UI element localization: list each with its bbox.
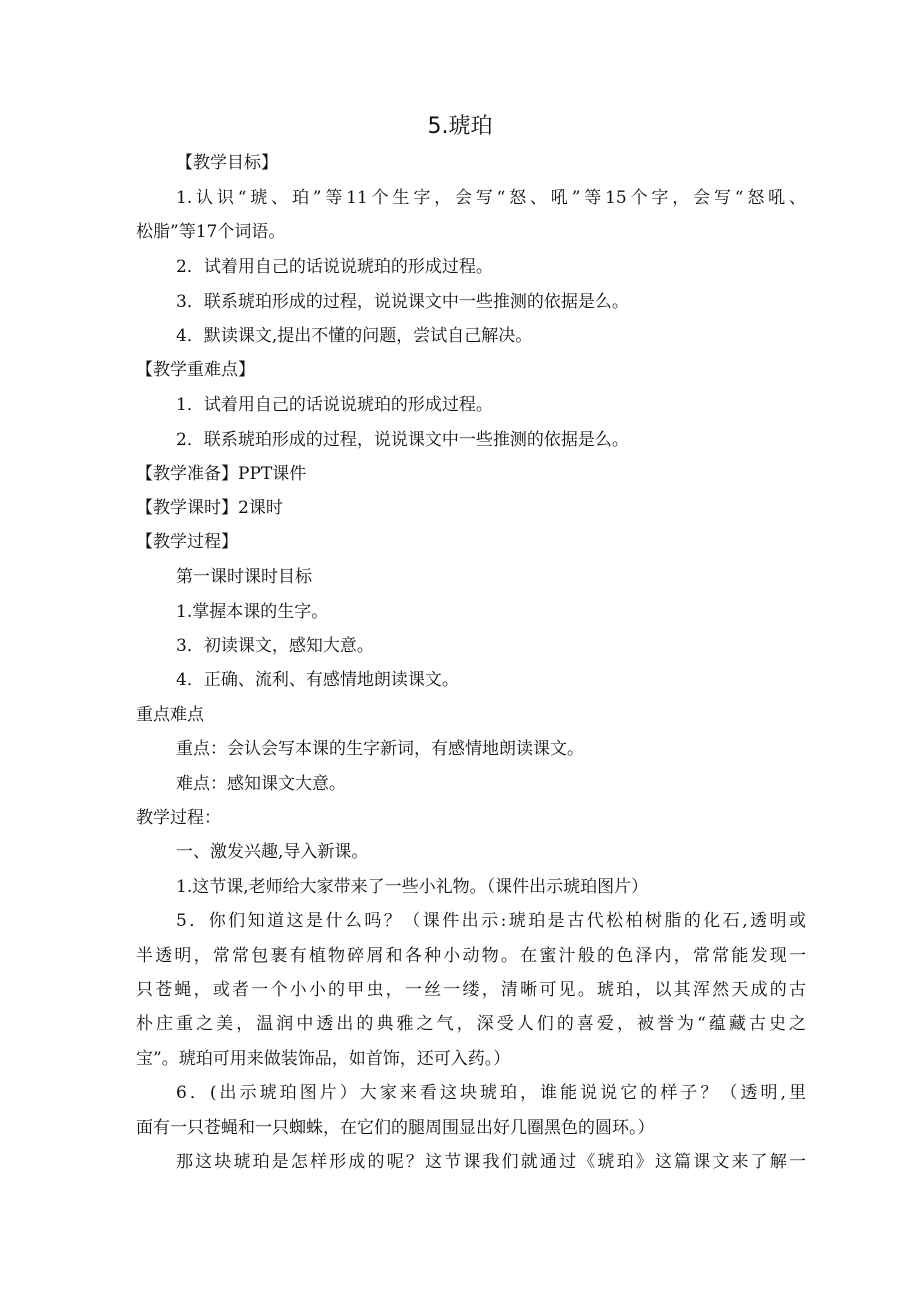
section-heading-process: 【教学过程】 <box>136 532 238 552</box>
step-1-heading: 一、激发兴趣,导入新课。 <box>176 842 369 862</box>
step-1-item-6-line-1: 6．(出示琥珀图片）大家来看这块琥珀，谁能说说它的样子？（透明,里 <box>176 1083 806 1103</box>
step-1-item-6-line-2: 面有一只苍蝇和一只蜘蛛，在它们的腿周围显出好几圈黑色的圆环。） <box>136 1118 655 1138</box>
key-point-text: 重点：会认会写本课的生字新词，有感情地朗读课文。 <box>176 739 584 759</box>
key-point-1: 1．试着用自己的话说说琥珀的形成过程。 <box>176 395 493 415</box>
goal-4: 4．默读课文,提出不懂的问题，尝试自己解决。 <box>176 326 533 346</box>
goal-2: 2．试着用自己的话说说琥珀的形成过程。 <box>176 257 493 277</box>
lesson-goal-1: 1.掌握本课的生字。 <box>176 602 329 622</box>
lesson-goal-3: 3．初读课文，感知大意。 <box>176 636 374 656</box>
section-heading-goals: 【教学目标】 <box>176 153 278 173</box>
goal-1-line-2: 松脂”等17个词语。 <box>136 222 286 242</box>
first-lesson-goals-heading: 第一课时课时目标 <box>176 567 312 587</box>
transition-paragraph-line-1: 那这块琥珀是怎样形成的呢？这节课我们就通过《琥珀》这篇课文来了解一 <box>176 1152 806 1172</box>
step-1-item-5-line-2: 半透明，常常包裹有植物碎屑和各种小动物。在蜜汁般的色泽内，常常能发现一 <box>136 946 806 966</box>
step-1-item-5-line-5: 宝”。琥珀可用来做装饰品，如首饰，还可入药。） <box>136 1049 511 1069</box>
lesson-goal-4: 4．正确、流利、有感情地朗读课文。 <box>176 670 459 690</box>
step-1-item-5-line-4: 朴庄重之美，温润中透出的典雅之气，深受人们的喜爱，被誉为“蕴藏古史之 <box>136 1014 806 1034</box>
key-difficulty-heading: 重点难点 <box>136 705 204 725</box>
teaching-process-heading: 教学过程： <box>136 808 221 828</box>
difficulty-text: 难点：感知课文大意。 <box>176 774 346 794</box>
section-class-hours: 【教学课时】2课时 <box>136 498 283 518</box>
key-point-2: 2．联系琥珀形成的过程，说说课文中一些推测的依据是么。 <box>176 430 629 450</box>
step-1-item-1: 1.这节课,老师给大家带来了一些小礼物。（课件出示琥珀图片） <box>176 877 649 897</box>
goal-1-line-1: 1.认识“琥、珀”等11个生字，会写“怒、吼”等15个字，会写“怒吼、 <box>176 188 806 208</box>
step-1-item-5-line-1: 5．你们知道这是什么吗？（课件出示:琥珀是古代松柏树脂的化石,透明或 <box>176 911 806 931</box>
section-preparation: 【教学准备】PPT课件 <box>136 464 307 484</box>
section-heading-key-points: 【教学重难点】 <box>136 360 255 380</box>
step-1-item-5-line-3: 只苍蝇，或者一个小小的甲虫，一丝一缕，清晰可见。琥珀，以其浑然天成的古 <box>136 980 806 1000</box>
document-title: 5.琥珀 <box>427 114 493 139</box>
goal-3: 3．联系琥珀形成的过程，说说课文中一些推测的依据是么。 <box>176 292 629 312</box>
